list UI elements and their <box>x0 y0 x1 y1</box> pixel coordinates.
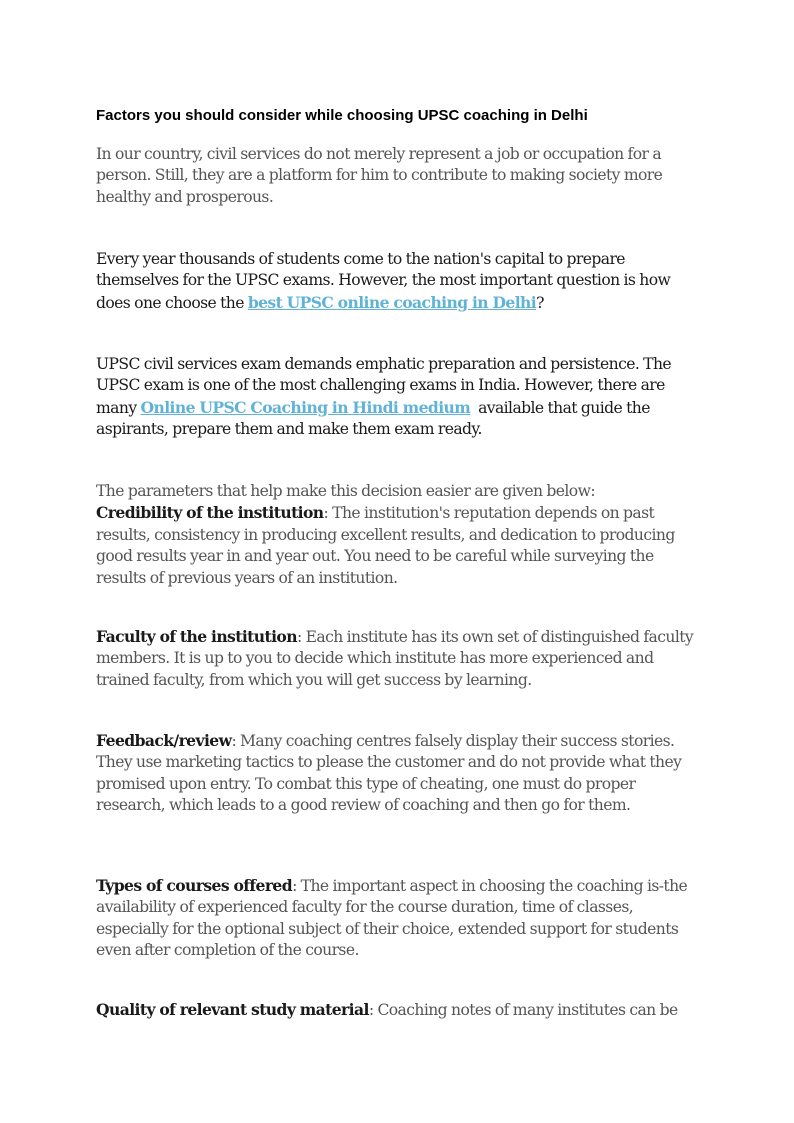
exam-paragraph-text: UPSC civil services exam demands emphatic preparation and persistence. The UPSC exam is one of the most challenging exams in India. However, there are many <box>96 355 672 417</box>
best-upsc-online-coaching-link[interactable]: best UPSC online coaching in Delhi <box>247 292 537 312</box>
feedback-text: : Many coaching centres falsely display their success stories. They use marketing tactics to please the customer and do not provide what they promised upon entry. To combat this type of cheating, one must do proper research, which leads to a good review of coaching and then go for them. <box>96 732 682 815</box>
faculty-paragraph <box>96 626 702 691</box>
faculty-heading: Faculty of the institution <box>96 627 297 646</box>
exam-paragraph <box>96 354 702 441</box>
study-material-heading: Quality of relevant study material <box>96 1000 369 1019</box>
courses-text: : The important aspect in choosing the coaching is-the availability of experienced faculty for the course duration, time of classes, especially for the optional subject of their choice, extended support for students even after completion of the course. <box>96 877 688 960</box>
study-material-text: : Coaching notes of many institutes can be <box>368 1001 678 1019</box>
courses-paragraph <box>96 875 702 962</box>
study-material-paragraph <box>96 999 702 1021</box>
capital-paragraph-end: ? <box>536 293 544 312</box>
capital-paragraph <box>96 249 702 314</box>
capital-paragraph-text: Every year thousands of students come to the nation's capital to prepare themselves for the UPSC exams. However, the most important question is how does one choose the <box>96 250 671 312</box>
credibility-text: : The institution's reputation depends on past results, consistency in producing excellent results, and dedication to producing good results year in and year out. You need to be careful while surveying the results of previous years of an institution. <box>96 504 675 587</box>
feedback-heading: Feedback/review <box>96 731 232 750</box>
intro-paragraph: In our country, civil services do not merely represent a job or occupation for a person. Still, they are a platform for him to contribute to making society more healthy and prosperous. <box>96 145 663 206</box>
faculty-text: : Each institute has its own set of distinguished faculty members. It is up to you to decide which institute has more experienced and trained faculty, from which you will get success by learning. <box>96 628 694 689</box>
credibility-heading: Credibility of the institution <box>96 503 324 523</box>
credibility-paragraph <box>96 481 702 589</box>
feedback-paragraph <box>96 730 702 817</box>
parameters-intro: The parameters that help make this decision easier are given below: <box>96 482 595 500</box>
courses-heading: Types of courses offered <box>96 876 293 895</box>
document-title: Factors you should consider while choosing UPSC coaching in Delhi <box>96 107 588 124</box>
hindi-medium-coaching-link[interactable]: Online UPSC Coaching in Hindi medium <box>140 397 471 417</box>
exam-paragraph-end: available that guide the aspirants, prepare them and make them exam ready. <box>96 398 654 439</box>
